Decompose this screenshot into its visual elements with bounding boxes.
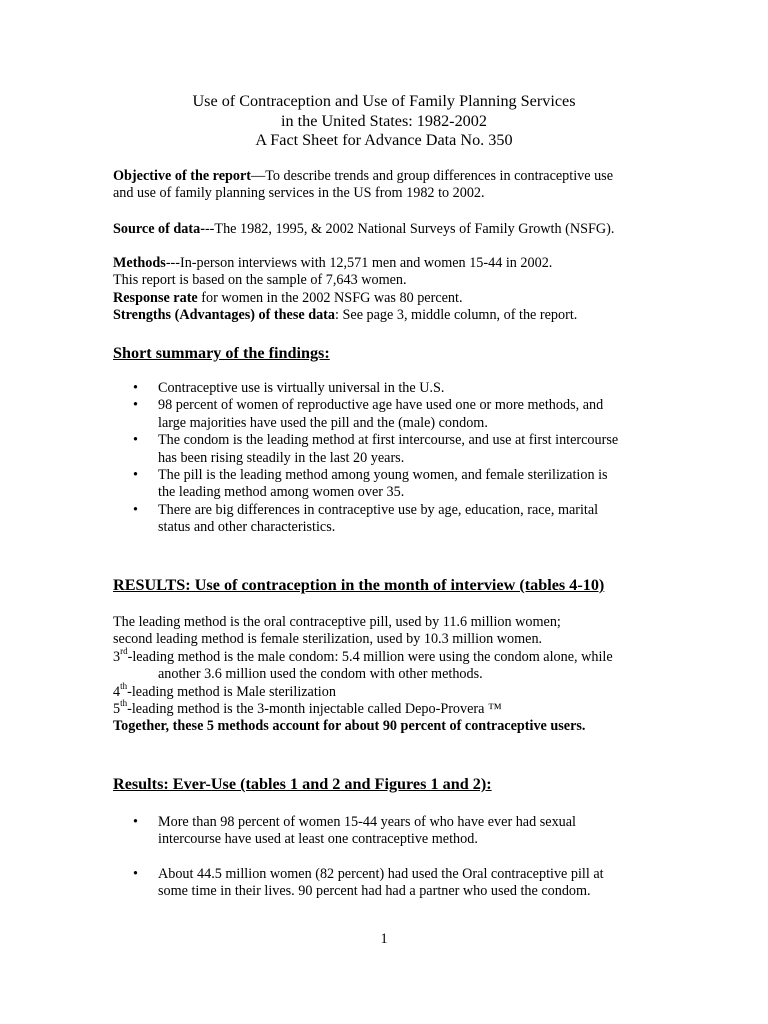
results-ever-use-heading: Results: Ever-Use (tables 1 and 2 and Figures 1 and 2): [113,775,492,793]
strengths-text: : See page 3, middle column, of the report. [335,307,578,324]
response-rate-text: for women in the 2002 NSFG was 80 percent. [197,289,463,306]
list-item: • The condom is the leading method at first intercourse, and use at first intercourse has been rising steadily in the last 20 years. [133,432,619,466]
list-item: • Contraceptive use is virtually universal in the U.S. [133,380,445,396]
together-statement: Together, these 5 methods account for about 90 percent of contraceptive users. [113,718,586,735]
page-number: 1 [380,931,388,947]
list-item: • More than 98 percent of women 15-44 years of who have ever had sexual intercourse have used at least one contraceptive method. [133,814,576,848]
objective-paragraph [113,168,673,203]
bullet-icon: • [133,501,138,518]
source-label: Source of data- [113,221,205,237]
title-line-2: in the United States: 1982-2002 [281,111,487,130]
objective-text-2: and use of family planning services in the US from 1982 to 2002. [113,185,485,202]
methods-label: Methods [113,255,166,271]
methods-text: ---In-person interviews with 12,571 men and women 15-44 in 2002. [165,255,553,271]
ever-use-list [113,814,673,849]
methods-paragraph [113,255,673,325]
title-line-1: Use of Contraception and Use of Family Planning Services [192,92,576,110]
summary-list [113,380,673,537]
summary-heading: Short summary of the findings: [113,344,330,362]
bullet-icon: • [133,380,138,396]
methods-sample: This report is based on the sample of 7,643 women. [113,272,407,289]
source-text: --The 1982, 1995, & 2002 National Surveys of Family Growth (NSFG). [204,221,615,237]
objective-text-1: —To describe trends and group differences in contraceptive use [251,168,613,184]
response-rate-label: Response rate [113,289,198,306]
bullet-icon: • [133,866,138,882]
objective-label: Objective of the report [113,168,252,184]
bullet-icon: • [133,467,138,484]
title-line-3: A Fact Sheet for Advance Data No. 350 [255,131,513,150]
list-item: • 98 percent of women of reproductive age have used one or more methods, and large majorities have used the pill and the (male) condom. [133,397,604,431]
list-item: • There are big differences in contraceptive use by age, education, race, marital status and other characteristics. [133,501,599,536]
list-item: • About 44.5 million women (82 percent) had used the Oral contraceptive pill at some time in their lives. 90 percent had had a partner who used the condom. [133,866,604,900]
document-title [0,92,768,151]
results-month-heading: RESULTS: Use of contraception in the month of interview (tables 4-10) [113,576,605,594]
results-line-1: The leading method is the oral contraceptive pill, used by 11.6 million women; [113,614,561,630]
source-paragraph [113,221,673,238]
bullet-icon: • [133,397,138,414]
results-line-2: second leading method is female sterilization, used by 10.3 million women. [113,631,543,648]
list-item: • The pill is the leading method among young women, and female sterilization is the leading method among women over 35. [133,467,608,501]
ever-use-list-2 [113,866,673,901]
results-month-paragraph: The leading method is the oral contraceptive pill, used by 11.6 million women; second leading method is female sterilization, used by 10.3 million women. 3rd-leading method is the male condom: 5.4 million were using the condom alone, while another 3.6 million used the condom with other methods. 4th-leading method is Male sterilization 5th-leading method is the 3-month injectable called Depo-Provera ™ Together, these 5 methods account for about 90 percent of contraceptive users. [113,614,673,736]
bullet-icon: • [133,432,138,449]
bullet-icon: • [133,814,138,830]
results-line-3-cont: another 3.6 million used the condom with other methods. [158,666,483,683]
strengths-label: Strengths (Advantages) of these data [113,307,336,324]
